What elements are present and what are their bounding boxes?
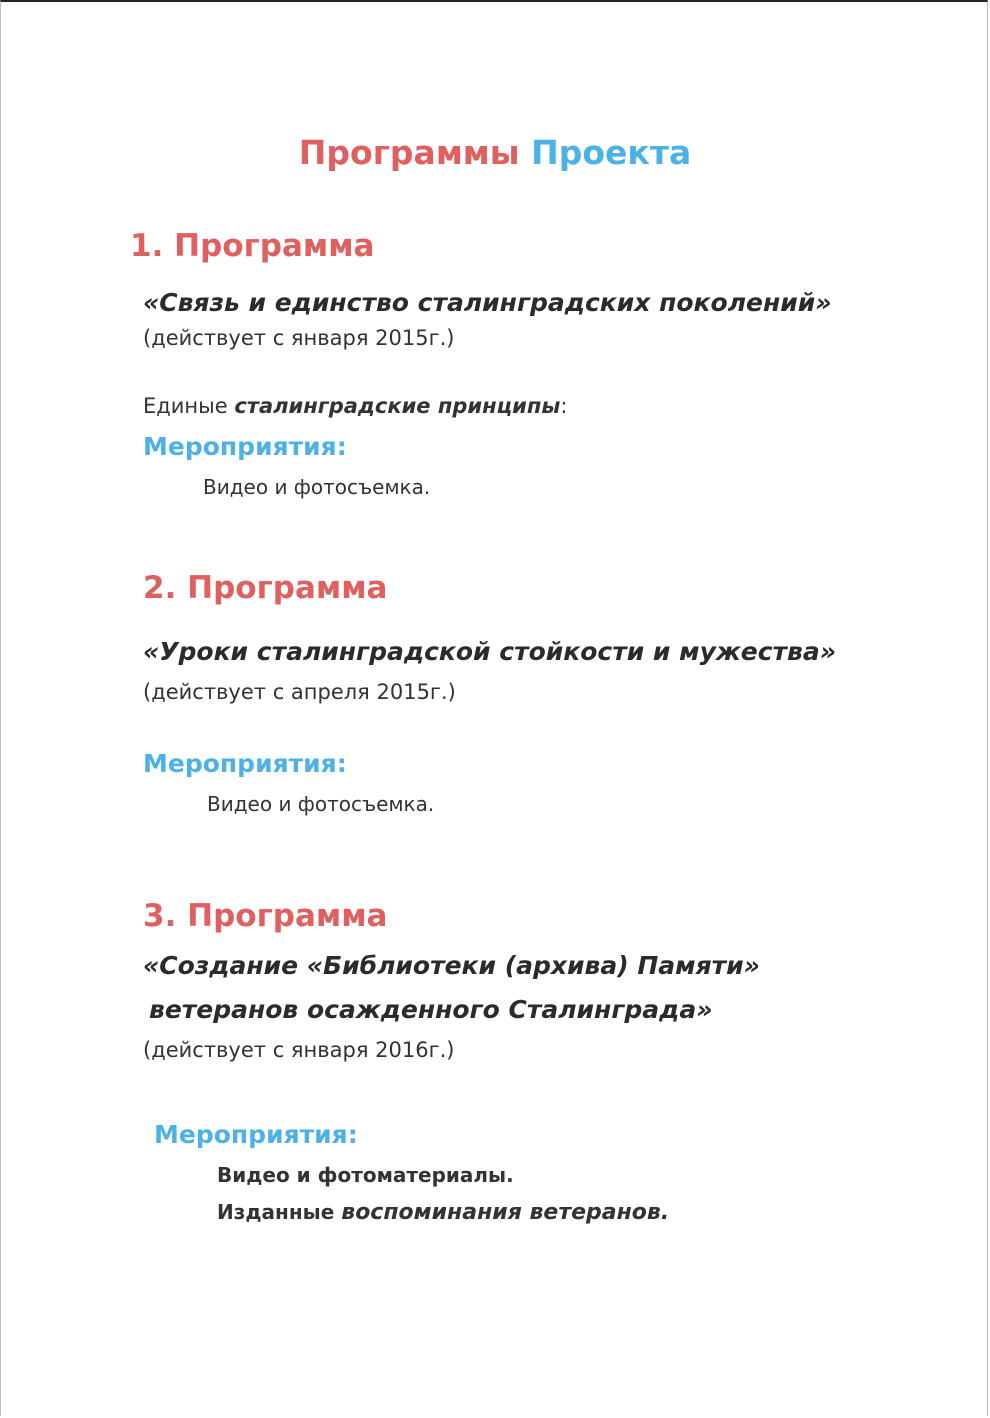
program-3-events-label: Мероприятия: [154, 1120, 358, 1149]
program-3-event-1: Видео и фотоматериалы. [217, 1163, 514, 1187]
program-1-heading: 1. Программа [130, 228, 375, 264]
program-3-heading: 3. Программа [143, 898, 388, 934]
program-1-events-label: Мероприятия: [143, 432, 347, 461]
program-2-name: «Уроки сталинградской стойкости и мужества» [143, 637, 836, 666]
title-part-project: Проекта [531, 133, 692, 172]
principles-prefix: Единые [143, 394, 235, 418]
program-3-date: (действует с января 2016г.) [143, 1038, 455, 1062]
principles-suffix: : [560, 394, 568, 418]
program-1-principles [143, 394, 567, 418]
program-2-heading: 2. Программа [143, 570, 388, 606]
program-3-name-line-1: «Создание «Библиотеки (архива) Памяти» [143, 951, 760, 980]
program-2-events-label: Мероприятия: [143, 749, 347, 778]
program-1-event-1: Видео и фотосъемка. [203, 475, 431, 499]
program-2-date: (действует с апреля 2015г.) [143, 680, 456, 704]
program-1-date: (действует с января 2015г.) [143, 326, 455, 350]
program-2-event-1: Видео и фотосъемка. [207, 792, 435, 816]
page-title [1, 133, 989, 172]
program-1-name: «Связь и единство сталинградских поколений» [143, 288, 832, 317]
event-2-prefix: Изданные [217, 1200, 342, 1224]
principles-italic: сталинградские принципы [234, 394, 561, 418]
program-3-event-2 [217, 1200, 669, 1225]
title-part-programs: Программы [298, 133, 520, 172]
program-3-name-line-2: ветеранов осажденного Сталинграда» [149, 995, 713, 1024]
event-2-italic: воспоминания ветеранов. [341, 1200, 670, 1225]
